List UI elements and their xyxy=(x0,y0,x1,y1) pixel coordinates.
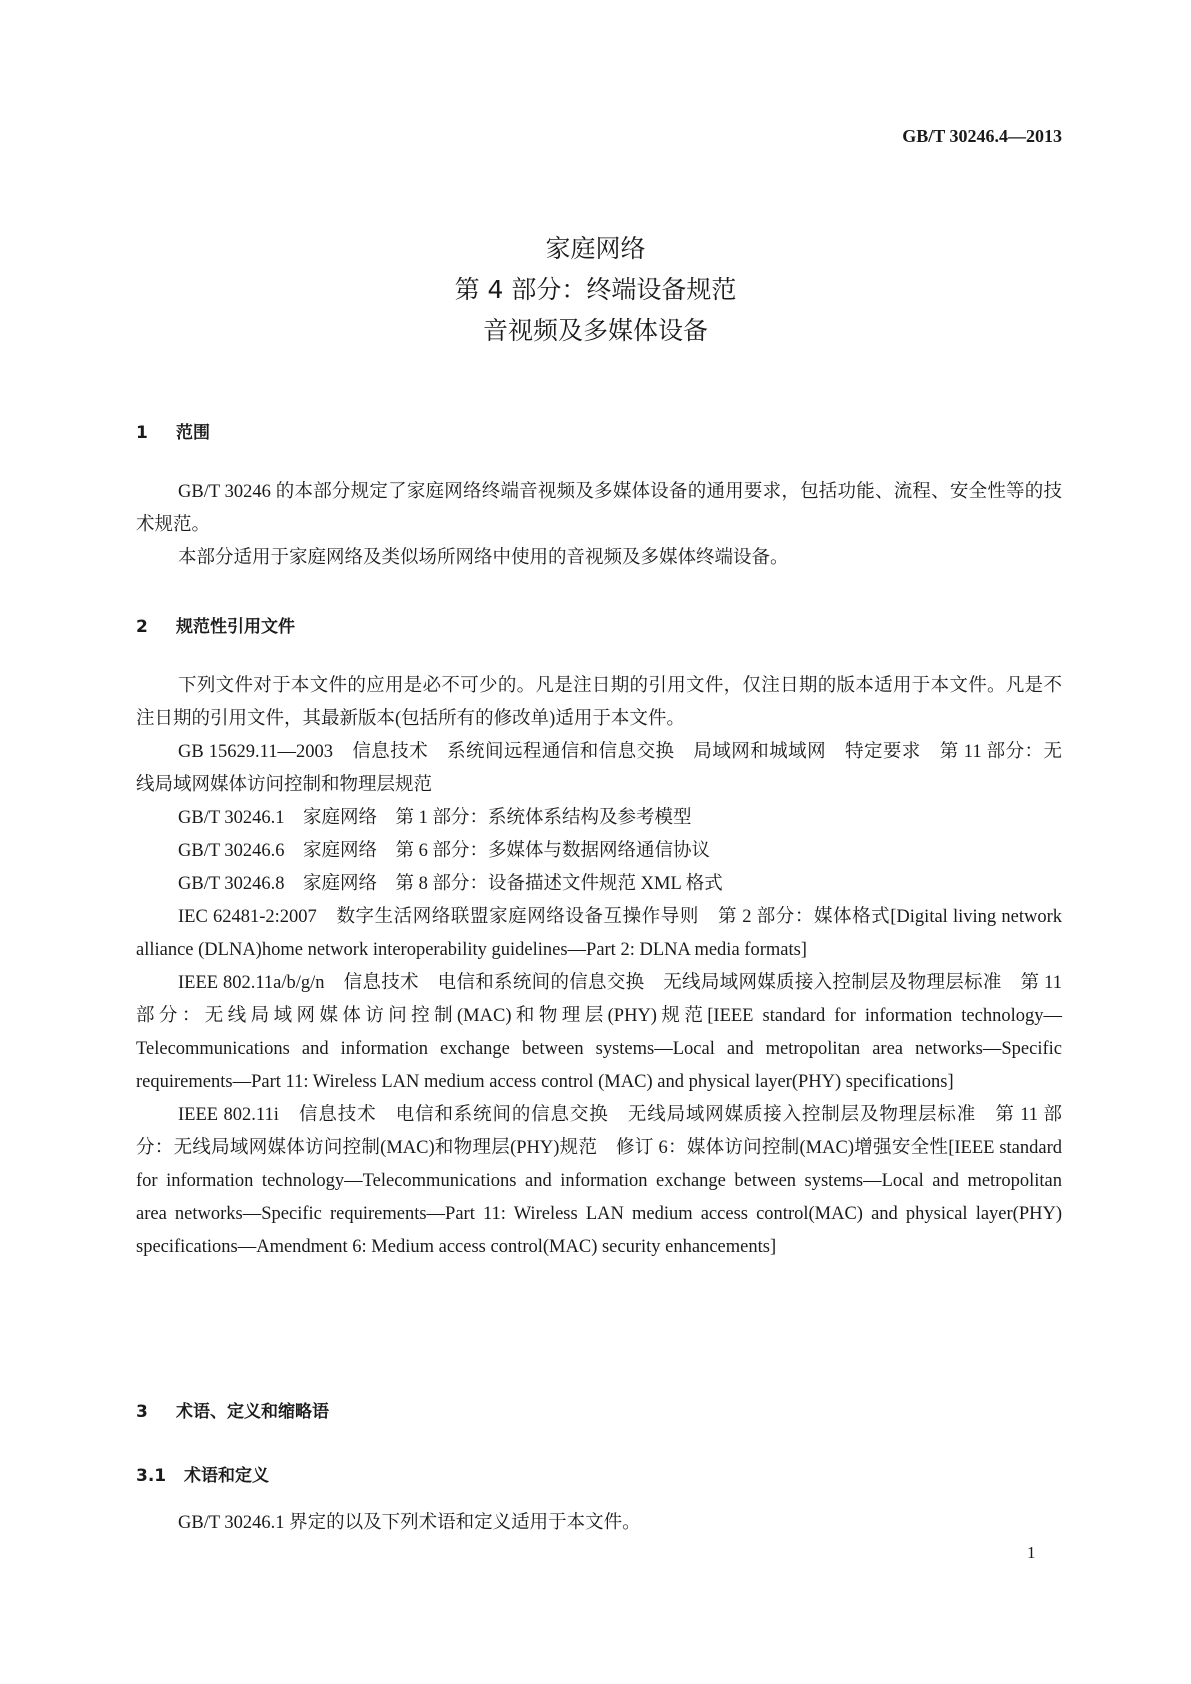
reference-item: IEEE 802.11i 信息技术 电信和系统间的信息交换 无线局域网媒质接入控制层及物理层标准 第 11 部分：无线局域网媒体访问控制(MAC)和物理层(PHY)规范 修订 6：媒体访问控制(MAC)增强安全性[IEEE standard for information technology—Telecommunications and information exchange between systems—Local and metropolitan area networks—Specific requirements—Part 11: Wireless LAN medium access control(MAC) and physical layer(PHY) specifications—Amendment 6: Medium access control(MAC) security enhancements] xyxy=(136,1105,1062,1257)
section-number: 2 xyxy=(136,617,148,637)
reference-item: GB/T 30246.8 家庭网络 第 8 部分：设备描述文件规范 XML 格式 xyxy=(178,874,723,894)
section-3-1-body xyxy=(136,1507,1062,1540)
title-line-2: 第 4 部分：终端设备规范 xyxy=(454,275,737,304)
section-3-heading xyxy=(136,1397,329,1422)
standard-number: GB/T 30246.4—2013 xyxy=(902,126,1062,146)
reference-item: IEC 62481-2:2007 数字生活网络联盟家庭网络设备互操作导则 第 2 部分：媒体格式[Digital living network alliance (DLNA)home network interoperability guidelines—Part 2: DLNA media formats] xyxy=(136,907,1062,960)
section-title: 范围 xyxy=(176,423,210,443)
title-line-1: 家庭网络 xyxy=(545,234,646,263)
section-1-body xyxy=(136,476,1062,575)
reference-item: GB/T 30246.6 家庭网络 第 6 部分：多媒体与数据网络通信协议 xyxy=(178,841,711,861)
section-3-1-heading xyxy=(136,1461,269,1486)
section-2-heading xyxy=(136,612,295,637)
paragraph: GB/T 30246.1 界定的以及下列术语和定义适用于本文件。 xyxy=(178,1513,641,1533)
paragraph: 本部分适用于家庭网络及类似场所网络中使用的音视频及多媒体终端设备。 xyxy=(178,548,789,568)
reference-item: GB 15629.11—2003 信息技术 系统间远程通信和信息交换 局域网和城域网 特定要求 第 11 部分：无线局域网媒体访问控制和物理层规范 xyxy=(136,742,1062,795)
document-title xyxy=(0,228,1191,351)
title-line-3: 音视频及多媒体设备 xyxy=(482,316,708,345)
section-number: 3 xyxy=(136,1402,148,1422)
paragraph: GB/T 30246 的本部分规定了家庭网络终端音视频及多媒体设备的通用要求，包括功能、流程、安全性等的技术规范。 xyxy=(136,482,1062,535)
paragraph: 下列文件对于本文件的应用是必不可少的。凡是注日期的引用文件，仅注日期的版本适用于本文件。凡是不注日期的引用文件，其最新版本(包括所有的修改单)适用于本文件。 xyxy=(136,676,1062,729)
section-title: 术语、定义和缩略语 xyxy=(176,1402,329,1422)
section-title: 规范性引用文件 xyxy=(176,617,295,637)
section-title: 术语和定义 xyxy=(184,1466,269,1486)
section-number: 3.1 xyxy=(136,1466,167,1486)
reference-item: IEEE 802.11a/b/g/n 信息技术 电信和系统间的信息交换 无线局域网媒质接入控制层及物理层标准 第 11 部分：无线局域网媒体访问控制(MAC)和物理层(PHY)规范[IEEE standard for information technology—Telecommunications and information exchange between systems—Local and metropolitan area networks—Specific requirements—Part 11: Wireless LAN medium access control (MAC) and physical layer(PHY) specifications] xyxy=(136,973,1062,1092)
page-number: 1 xyxy=(1027,1543,1036,1562)
section-2-body xyxy=(136,670,1062,1264)
section-1-heading xyxy=(136,418,210,443)
reference-item: GB/T 30246.1 家庭网络 第 1 部分：系统体系结构及参考模型 xyxy=(178,808,692,828)
section-number: 1 xyxy=(136,423,148,443)
